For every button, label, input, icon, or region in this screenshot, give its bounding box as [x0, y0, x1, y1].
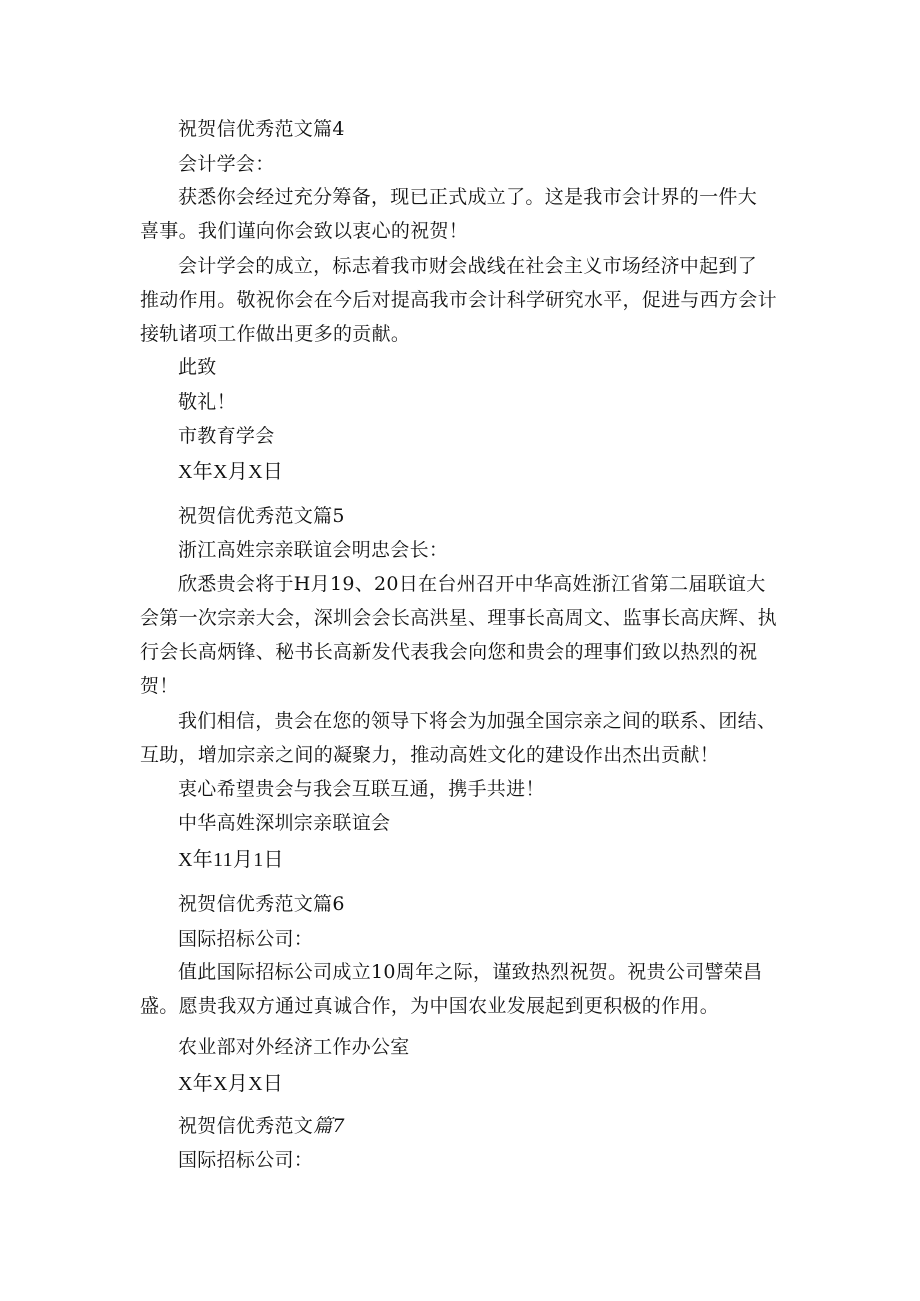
paragraph-line: 接轨诸项工作做出更多的贡献。: [140, 323, 411, 345]
paragraph-line: 获悉你会经过充分筹备，现已正式成立了。这是我市会计界的一件大: [178, 186, 758, 208]
section-heading-tail: 篇7: [313, 1115, 345, 1137]
salutation: 浙江高姓宗亲联谊会明忠会长：: [178, 539, 449, 561]
paragraph-line: 互助，增加宗亲之间的凝聚力，推动高姓文化的建设作出杰出贡献！: [140, 744, 720, 766]
paragraph-line: 会计学会的成立，标志着我市财会战线在社会主义市场经济中起到了: [178, 255, 758, 277]
section-heading: 祝贺信优秀范文篇4: [178, 118, 345, 140]
signature: 中华高姓深圳宗亲联谊会: [178, 812, 391, 834]
paragraph-line: 盛。愿贵我双方通过真诚合作，为中国农业发展起到更积极的作用。: [140, 995, 720, 1017]
paragraph-line: 衷心希望贵会与我会互联互通，携手共进！: [178, 778, 545, 800]
paragraph-line: 值此国际招标公司成立10周年之际，谨致热烈祝贺。祝贵公司譬荣昌: [178, 961, 763, 983]
paragraph-line: 欣悉贵会将于H月19、20日在台州召开中华高姓浙江省第二届联谊大: [178, 573, 766, 595]
signature: 市教育学会: [178, 425, 275, 447]
date: X年X月X日: [178, 1073, 284, 1095]
salutation: 国际招标公司：: [178, 928, 314, 950]
section-heading: 祝贺信优秀范文篇5: [178, 505, 345, 527]
signature: 农业部对外经济工作办公室: [178, 1036, 410, 1058]
closing-line: 敬礼！: [178, 391, 236, 413]
paragraph-line: 行会长高炳锋、秘书长高新发代表我会向您和贵会的理事们致以热烈的祝: [140, 641, 758, 663]
paragraph-line: 我们相信，贵会在您的领导下将会为加强全国宗亲之间的联系、团结、: [178, 710, 777, 732]
date: X年11月1日: [178, 849, 284, 871]
salutation: 会计学会：: [178, 153, 275, 175]
paragraph-line: 贺！: [140, 675, 179, 697]
paragraph-line: 推动作用。敬祝你会在今后对提高我市会计科学研究水平，促进与西方会计: [140, 289, 777, 311]
section-heading-main: 祝贺信优秀范文: [178, 1115, 314, 1137]
paragraph-line: 喜事。我们谨向你会致以衷心的祝贺！: [140, 220, 469, 242]
salutation: 国际招标公司：: [178, 1149, 314, 1171]
paragraph-line: 会第一次宗亲大会，深圳会会长高洪星、理事长高周文、监事长高庆辉、执: [140, 607, 777, 629]
section-heading: 祝贺信优秀范文篇6: [178, 893, 345, 915]
closing-line: 此致: [178, 356, 217, 378]
section-heading: [178, 1115, 345, 1137]
date: X年X月X日: [178, 461, 284, 483]
